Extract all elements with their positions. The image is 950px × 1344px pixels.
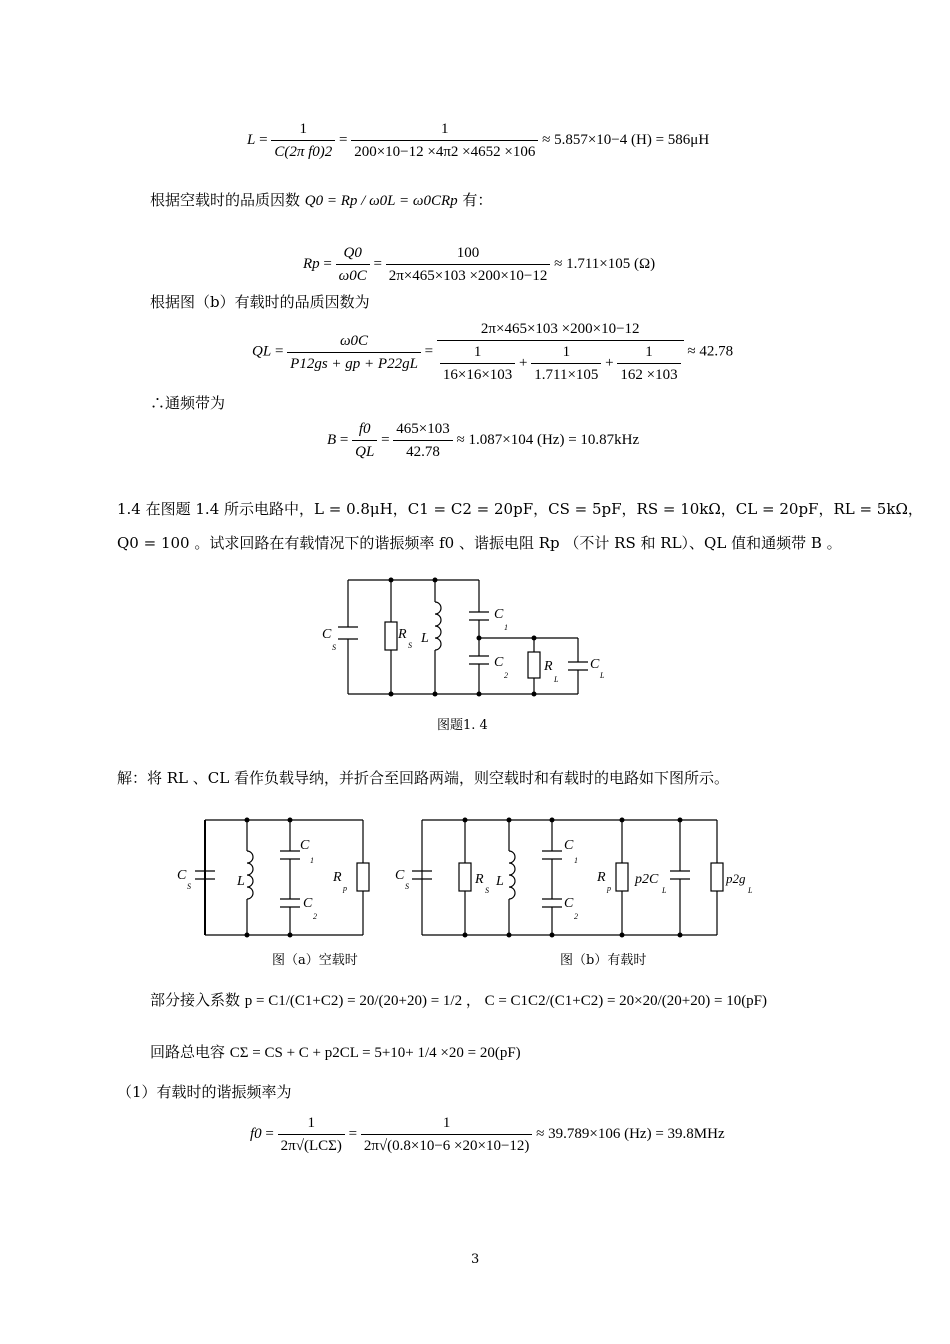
label-c2-sub: 2 <box>313 912 317 921</box>
fraction: $\frac{100}{2\pi\times 465\times 103 \times 200\times 10-12}$ <box>386 242 551 287</box>
fraction: $\frac{1}{1.711\times 105}$ <box>531 341 601 386</box>
paragraph-text: 根据空载时的品质因数 <box>150 191 301 209</box>
paragraph-text: 回路总电容 <box>150 1043 226 1061</box>
figure-caption-1-4: 图题1. 4 <box>437 718 488 733</box>
label-rs: R <box>398 627 407 642</box>
label-c1: C <box>300 838 310 853</box>
label-cl-sub: L <box>600 671 605 680</box>
label-c1-sub: 1 <box>310 856 314 865</box>
equation-resonant-frequency: f0 = $\frac{1}{\text{2π√(LCΣ)}}$ = $\frac{1}{2\pi√(0.8\times 10-6 \times 20\times 10-12)}$ ≈ 39.789×106 (Hz) = 39.8MHz <box>250 1112 725 1157</box>
eq-lhs: L <box>247 131 256 148</box>
label-rp: R <box>333 870 342 885</box>
label-rs: R <box>475 872 484 887</box>
fraction: $\frac{f0}{QL}$ <box>352 418 377 463</box>
problem-statement-line1: 1.4 在图题 1.4 所示电路中，L = 0.8μH，C1 = C2 = 20pF，CS = 5pF，RS = 10kΩ，CL = 20pF，RL = 5kΩ， <box>117 500 923 518</box>
fraction: 2π×465×103 ×200×10−12 $\frac{1}{16\times 16\times 103}$ + $\frac{1}{1.711\times 105}$ + $\frac{1}{162 \times 103}$ <box>437 318 684 386</box>
fraction: $\frac{1}{16\times 16\times 103}$ <box>440 341 515 386</box>
figure-caption-b: 图（b）有载时 <box>560 953 647 968</box>
equation-rp: Rp = $\frac{Q0}{\omega 0C}$ = $\frac{100}{2\pi\times 465\times 103 \times 200\times 10-12}$ ≈ 1.711×105 (Ω) <box>303 242 655 287</box>
label-p2gl: p2g <box>726 871 746 886</box>
label-l: L <box>237 874 245 889</box>
label-p2cl: p2C <box>635 872 659 887</box>
circuit-figure-b <box>392 815 752 945</box>
fraction: $\frac{1}{\text{2π√(LCΣ)}}$ <box>278 1112 345 1157</box>
label-cs: C <box>322 627 332 642</box>
eq-result: ≈ 5.857×10−4 (H) = 586μH <box>542 131 710 148</box>
figure-caption-a: 图（a）空载时 <box>272 953 358 968</box>
eq-result: ≈ 1.087×104 (Hz) = 10.87kHz <box>456 431 640 448</box>
label-cs-sub: S <box>187 882 191 891</box>
equation-ql: QL = $\frac{\omega 0C}{P12gs + gp + P22gL}$ = 2π×465×103 ×200×10−12 $\frac{1}{16\times 16\times 103}$ + $\frac{1}{1.711\times 105}$ + $\frac{1}{162 \times 103}$ ≈ 42.78 <box>252 318 733 386</box>
label-c2-sub: 2 <box>504 671 508 680</box>
label-cs: C <box>395 868 405 883</box>
paragraph-text: 部分接入系数 <box>150 991 241 1009</box>
page-number: 3 <box>471 1252 480 1267</box>
eq-lhs: f0 <box>250 1125 262 1142</box>
label-l: L <box>496 874 504 889</box>
equation-coupling <box>150 990 767 1011</box>
fraction: $\frac{1}{200\times 10-12 \times 4\pi 2 \times 4652 \times 106}$ <box>351 118 538 163</box>
label-cs: C <box>177 868 187 883</box>
label-rs-sub: S <box>408 641 412 650</box>
paragraph-ql: 根据图（b）有载时的品质因数为 <box>150 293 370 311</box>
label-cs-sub: S <box>405 882 409 891</box>
fraction: $\frac{1}{162 \times 103}$ <box>617 341 680 386</box>
part-1-heading: （1）有载时的谐振频率为 <box>117 1083 292 1101</box>
eq-lhs: Rp <box>303 255 320 272</box>
fraction: $\frac{Q0}{\omega 0C}$ <box>336 242 370 287</box>
eq-result: ≈ 42.78 <box>687 343 734 360</box>
inline-formula: Q0 = Rp / ω0L = ω0CRp <box>304 193 458 209</box>
label-rp: R <box>597 870 606 885</box>
label-rs-sub: S <box>485 886 489 895</box>
eq-lhs: QL <box>252 343 272 360</box>
label-c1-sub: 1 <box>504 623 508 632</box>
paragraph-bandwidth: ∴通频带为 <box>150 394 226 412</box>
equation-bandwidth: B = $\frac{f0}{QL}$ = $\frac{465\times 103}{42.78}$ ≈ 1.087×104 (Hz) = 10.87kHz <box>327 418 639 463</box>
circuit-figure-1-4 <box>318 572 618 702</box>
label-rl-sub: L <box>554 675 559 684</box>
label-p2cl-sub: L <box>662 886 667 895</box>
label-c1: C <box>494 607 504 622</box>
label-rp-sub: p <box>343 884 347 893</box>
label-c2: C <box>564 896 574 911</box>
fraction: $\frac{465\times 103}{42.78}$ <box>393 418 452 463</box>
label-c2-sub: 2 <box>574 912 578 921</box>
label-p2gl-sub: L <box>748 886 753 895</box>
fraction: $\frac{1}{2\pi√(0.8\times 10-6 \times 20\times 10-12)}$ <box>361 1112 533 1157</box>
label-rp-sub: p <box>607 884 611 893</box>
inline-formula: CΣ = CS + C + p2CL = 5+10+ 1/4 ×20 = 20(pF) <box>229 1045 521 1061</box>
label-cs-sub: S <box>332 643 336 652</box>
eq-result: ≈ 1.711×105 (Ω) <box>554 255 656 272</box>
fraction: $\frac{\omega 0C}{P12gs + gp + P22gL}$ <box>287 330 421 375</box>
fraction: $\frac{1}{\text{C(2π f0)2}}$ <box>271 118 335 163</box>
label-cl: C <box>590 657 600 672</box>
solution-intro: 解：将 RL 、CL 看作负载导纳，并折合至回路两端，则空载时和有载时的电路如下图所示。 <box>117 769 730 787</box>
eq-lhs: B <box>327 431 337 448</box>
label-l: L <box>421 631 429 646</box>
circuit-figure-a <box>175 815 385 945</box>
label-rl: R <box>544 659 553 674</box>
equation-inductance: L = $\frac{1}{\text{C(2π f0)2}}$ = $\frac{1}{200\times 10-12 \times 4\pi 2 \times 4652 \times 106}$ ≈ 5.857×10−4 (H) = 586μH <box>247 118 709 163</box>
eq-result: ≈ 39.789×106 (Hz) = 39.8MHz <box>536 1125 725 1142</box>
label-c1-sub: 1 <box>574 856 578 865</box>
inline-formula: p = C1/(C1+C2) = 20/(20+20) = 1/2 ， C = C1C2/(C1+C2) = 20×20/(20+20) = 10(pF) <box>244 993 768 1009</box>
label-c2: C <box>494 655 504 670</box>
label-c1: C <box>564 838 574 853</box>
problem-statement-line2: Q0 = 100 。试求回路在有载情况下的谐振频率 f0 、谐振电阻 Rp （不计 RS 和 RL）、QL 值和通频带 B 。 <box>117 534 842 552</box>
equation-total-capacitance <box>150 1042 521 1063</box>
label-c2: C <box>303 896 313 911</box>
paragraph-text: 有： <box>462 191 493 209</box>
paragraph-q0 <box>150 190 492 211</box>
